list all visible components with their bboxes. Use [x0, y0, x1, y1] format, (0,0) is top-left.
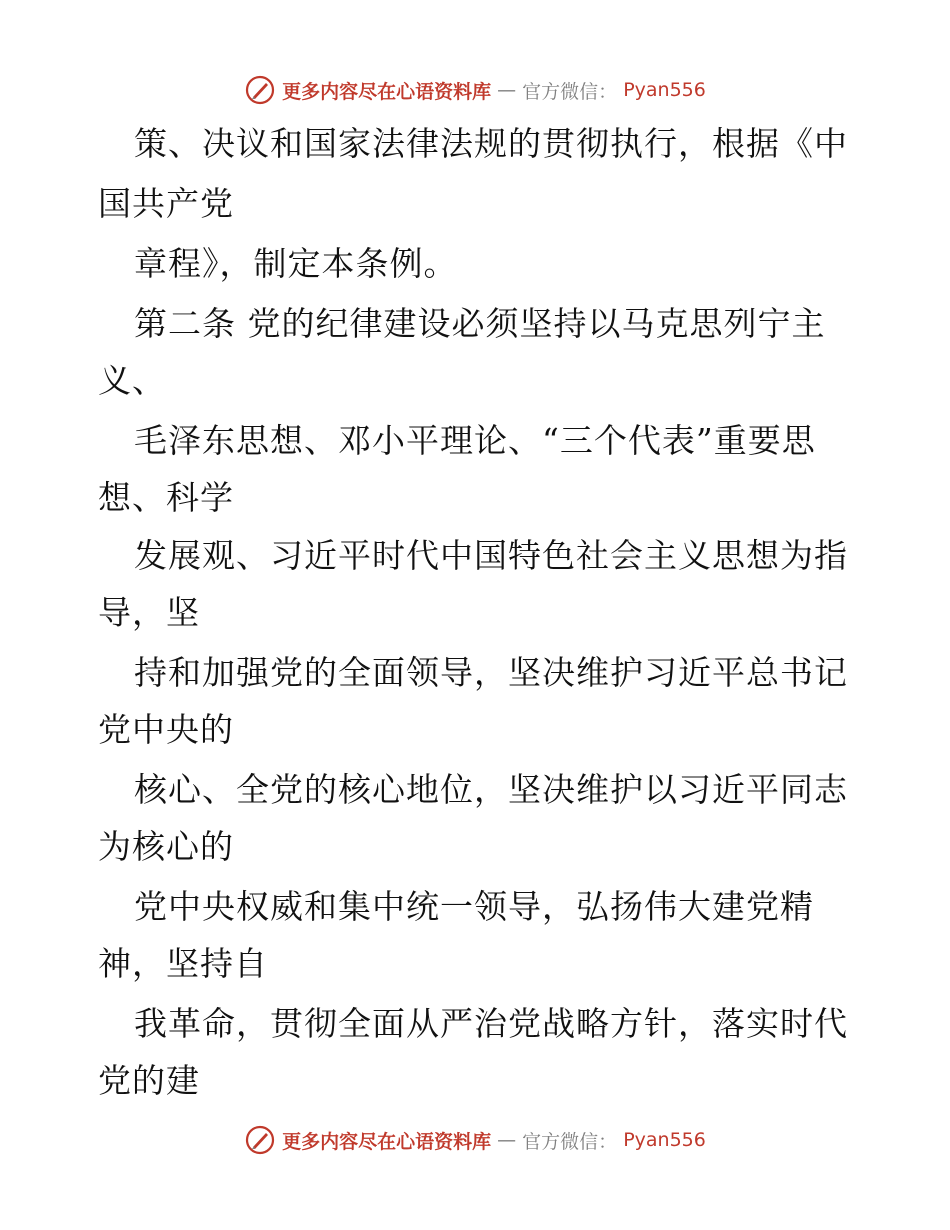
banner-wechat-label: 官方微信：: [522, 80, 618, 103]
body-line: 我革命，贯彻全面从严治党战略方针，落实时代: [134, 1004, 848, 1043]
quill-pen-logo-icon: [244, 74, 276, 106]
body-line: 持和加强党的全面领导，坚决维护习近平总书记: [134, 653, 848, 692]
body-line: 导，坚: [98, 593, 200, 632]
body-line: 想、科学: [98, 478, 234, 517]
banner-site-name: 更多内容尽在心语资料库: [282, 80, 492, 103]
body-line: 神，坚持自: [98, 944, 268, 983]
body-line: 党中央权威和集中统一领导，弘扬伟大建党精: [134, 887, 814, 926]
quill-pen-logo-icon: [244, 1124, 276, 1156]
body-line: 毛泽东思想、邓小平理论、“三个代表”重要思: [134, 421, 816, 460]
body-line: 党中央的: [98, 710, 234, 749]
banner-wechat-handle: Pyan556: [623, 1129, 706, 1151]
body-line: 策、决议和国家法律法规的贯彻执行，根据《中: [134, 124, 848, 163]
body-line: 发展观、习近平时代中国特色社会主义思想为指: [134, 536, 848, 575]
body-line: 国共产党: [98, 184, 234, 223]
body-line: 章程》，制定本条例。: [134, 244, 458, 283]
body-line: 义、: [98, 361, 166, 400]
banner-wechat-handle: Pyan556: [623, 79, 706, 101]
body-line: 党的建: [98, 1061, 200, 1100]
banner-dash: —: [497, 1129, 517, 1151]
banner-wechat-label: 官方微信：: [522, 1130, 618, 1153]
body-line: 为核心的: [98, 827, 234, 866]
banner-site-name: 更多内容尽在心语资料库: [282, 1130, 492, 1153]
header-watermark-banner: [0, 70, 950, 110]
banner-dash: —: [497, 79, 517, 101]
body-line: 第二条 党的纪律建设必须坚持以马克思列宁主: [134, 304, 826, 343]
footer-watermark-banner: [0, 1120, 950, 1160]
body-line: 核心、全党的核心地位，坚决维护以习近平同志: [134, 770, 848, 809]
